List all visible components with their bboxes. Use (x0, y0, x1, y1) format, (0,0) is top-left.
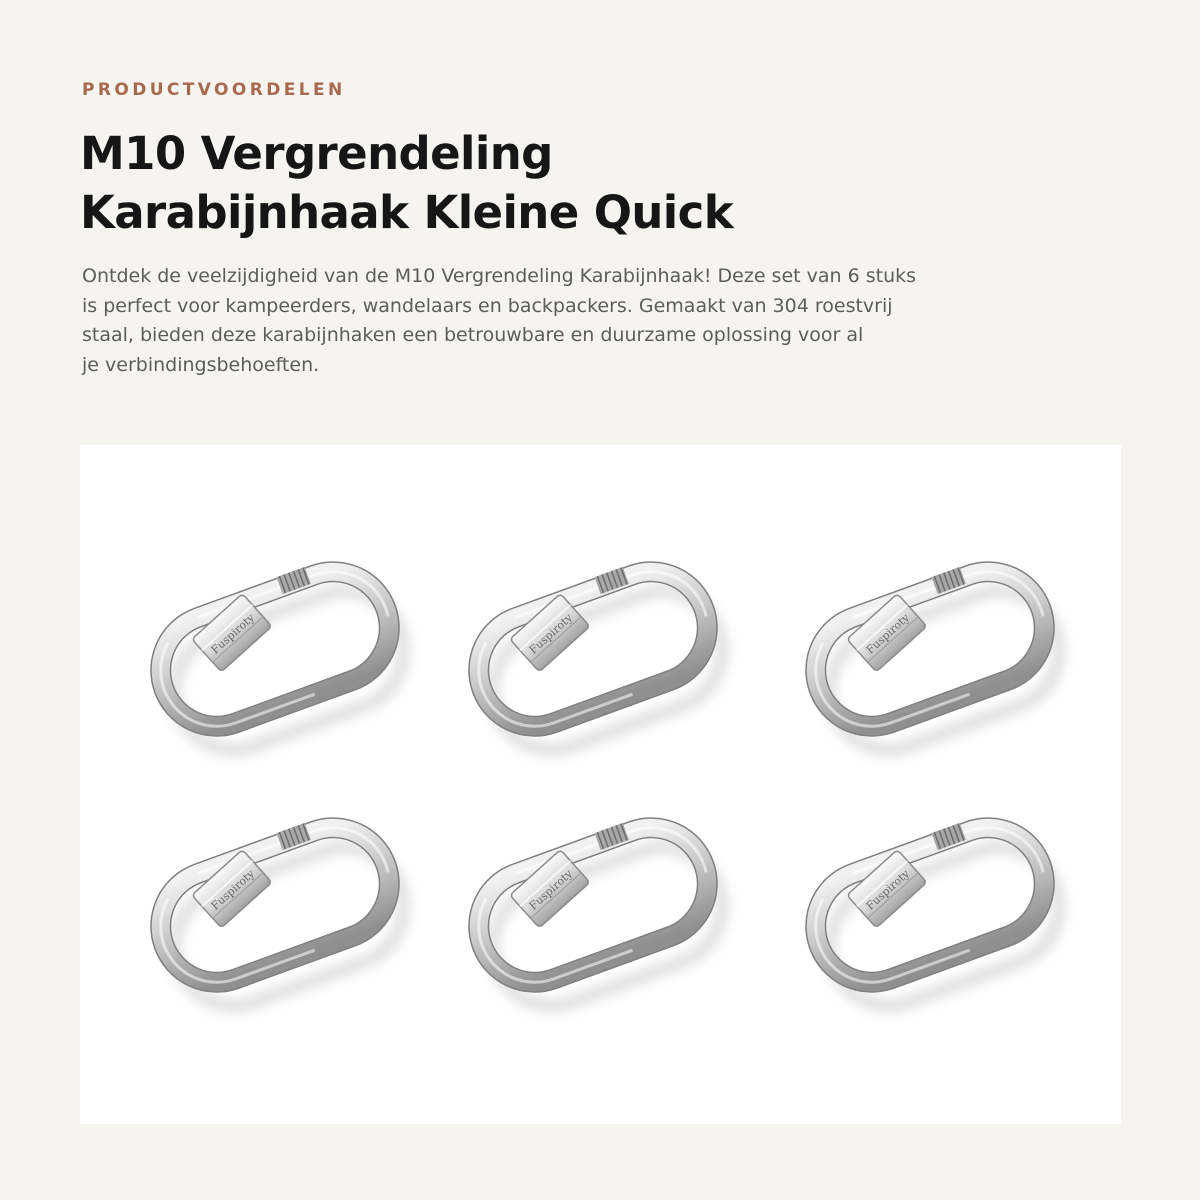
eyebrow-label: PRODUCTVOORDELEN (82, 80, 346, 100)
carabiner-4 (141, 800, 420, 1025)
description-line-1: Ontdek de veelzijdigheid van de M10 Vergrendeling Karabijnhaak! Deze set van 6 stuks (82, 265, 917, 287)
description-line-3: staal, bieden deze karabijnhaken een betrouwbare en duurzame oplossing voor al (82, 324, 864, 346)
description-line-2: is perfect voor kampeerders, wandelaars en backpackers. Gemaakt van 304 roestvrij (82, 294, 893, 317)
product-title-line-2: Karabijnhaak Kleine Quick (80, 186, 734, 239)
carabiner-2 (459, 544, 738, 769)
description-line-4: je verbindingsbehoeften. (82, 353, 320, 376)
product-description (82, 262, 1122, 380)
carabiner-5 (459, 800, 738, 1025)
product-photo (18, 400, 1121, 1124)
carabiner-6 (796, 800, 1075, 1025)
product-title (80, 124, 1080, 242)
product-title-line-1: M10 Vergrendeling (80, 127, 553, 180)
carabiner-3 (796, 544, 1075, 769)
product-photo-illustration: Fuspiroty (80, 445, 1121, 1124)
carabiner-1 (141, 544, 420, 769)
